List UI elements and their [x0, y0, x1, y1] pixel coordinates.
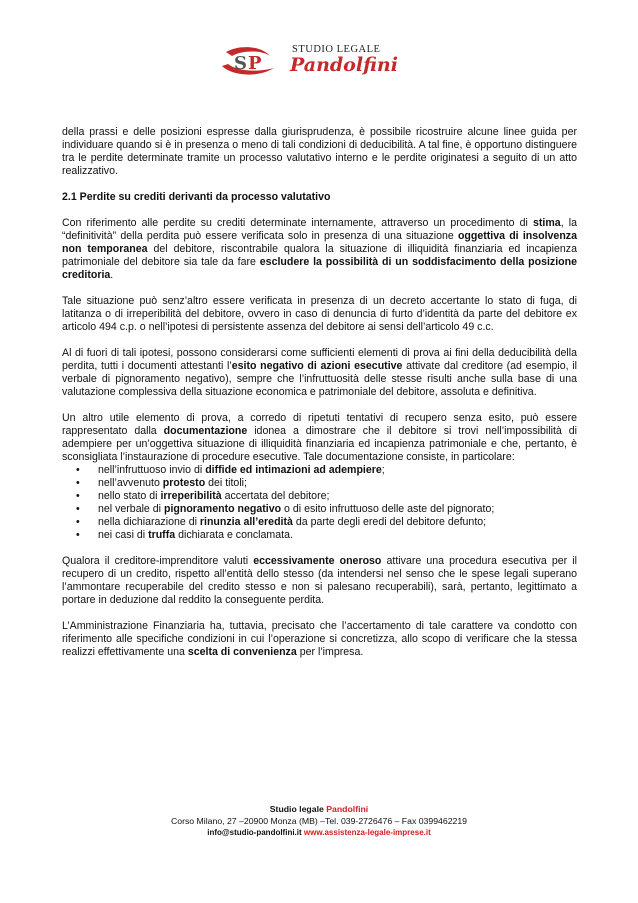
- bullet-icon: •: [76, 477, 80, 489]
- text-run: nello stato di: [98, 490, 161, 502]
- bold-run: truffa: [148, 529, 176, 541]
- bullet-icon: •: [76, 516, 80, 528]
- bold-run: pignoramento negativo: [163, 503, 282, 515]
- list-item: [76, 477, 577, 490]
- text-run: nell’infruttuoso invio di: [98, 464, 206, 476]
- firm-logo: [218, 42, 428, 82]
- text-run: nei casi di: [98, 529, 149, 541]
- bullet-icon: •: [76, 503, 80, 515]
- bold-run: protesto: [162, 477, 206, 489]
- bold-run: esito negativo di azioni esecutive: [231, 360, 403, 372]
- footer-email-link[interactable]: info@studio-pandolfini.it: [207, 828, 304, 837]
- text-run: idonea a dimostrare che il debitore si trovi nell’impossibilità di adempiere per un’oggettiva situazione di illiquidità finanziaria ed incapienza patrimoniale e che, pertanto, è sconsigliata l’instaurazione di procedure esecutive. Tale documentazione consiste, in particolare:: [62, 425, 577, 463]
- paragraph-amministrazione: [62, 620, 577, 659]
- paragraph-situazione: Tale situazione può senz’altro essere verificata in presenza di un decreto accertante lo stato di fuga, di latitanza o di irreperibilità del debitore, ovvero in caso di denuncia di furto d’identità da parte del debitore ex articolo 494 c.p. o nell’ipotesi di persistente assenza del debitore ai sensi dell’articolo 49 c.c.: [62, 295, 577, 333]
- text-run: dei titoli;: [205, 477, 247, 489]
- text-run: .: [110, 269, 114, 281]
- bold-run: stima: [533, 217, 561, 229]
- bold-run: irreperibilità: [160, 490, 222, 502]
- bullet-icon: •: [76, 490, 80, 502]
- text-run: nella dichiarazione di: [98, 516, 200, 528]
- text-run: Qualora il creditore-imprenditore valuti: [62, 555, 254, 567]
- document-body: [62, 126, 577, 672]
- text-run: attivate dal creditore (ad esempio, il verbale di pignoramento negativo), sempre che l’infruttuosità delle stesse risulti anche sulla base di una valutazione complessiva della situazione economica e patrimoniale del debitore, assoluta e definitiva.: [62, 360, 577, 398]
- bold-run: escludere la possibilità di un soddisfacimento della posizione creditoria: [62, 256, 577, 281]
- footer-address: Corso Milano, 27 –20900 Monza (MB) –Tel. 039-2726476 – Fax 0399462219: [170, 816, 468, 826]
- text-run: nel verbale di: [98, 503, 164, 515]
- logo-mark-icon: [218, 42, 290, 82]
- list-item: [76, 503, 577, 516]
- text-run: , la “definitività” della perdita può essere verificata solo in presenza di una situazione: [62, 217, 577, 242]
- text-run: o di esito infruttuoso delle aste del pignorato;: [281, 503, 495, 515]
- list-item: [76, 529, 577, 542]
- bold-run: eccessivamente oneroso: [253, 555, 382, 567]
- bullet-icon: •: [76, 464, 80, 476]
- text-run: Un altro utile elemento di prova, a corredo di ripetuti tentativi di recupero senza esito, può essere rappresentato dalla: [62, 412, 577, 437]
- text-run: dichiarata e conclamata.: [175, 529, 293, 541]
- bold-run: scelta di convenienza: [187, 646, 297, 658]
- paragraph-ipotesi: [62, 347, 577, 399]
- bold-run: oggettiva di insolvenza non temporanea: [62, 230, 577, 255]
- bold-run: rinunzia all’eredità: [199, 516, 293, 528]
- bullet-icon: •: [76, 529, 80, 541]
- list-item: [76, 490, 577, 503]
- svg-text:P: P: [248, 53, 262, 74]
- list-item: [76, 464, 577, 477]
- paragraph-documentazione: [62, 412, 577, 464]
- text-run: da parte degli eredi del debitore defunto;: [292, 516, 487, 528]
- text-run: Con riferimento alle perdite su crediti determinate internamente, attraverso un procedimento di: [62, 217, 534, 229]
- text-run: per l’impresa.: [296, 646, 364, 658]
- text-run: nell’avvenuto: [98, 477, 163, 489]
- text-run: ;: [381, 464, 385, 476]
- text-run: del debitore, riscontrabile qualora la situazione di illiquidità finanziaria ed incapienza patrimoniale del debitore sia tale da fare: [62, 243, 577, 268]
- page-footer: [0, 803, 638, 839]
- text-run: attivare una procedura esecutiva per il recupero di un credito, rispetto all’entità dello stesso (da intendersi nel senso che le spese legali superano l’ammontare recuperabile del credito stesso e non si palesano recuperabili), sarà, pertanto, legittimato a portare in deduzione dal reddito la conseguente perdita.: [62, 555, 577, 606]
- list-item: [76, 516, 577, 529]
- footer-contacts: [0, 827, 638, 839]
- bold-run: documentazione: [163, 425, 248, 437]
- text-run: accertata del debitore;: [221, 490, 330, 502]
- bullet-list: [62, 464, 577, 542]
- footer-firm-name: [0, 803, 638, 815]
- footer-firm-accent: Pandolfini: [326, 804, 369, 814]
- paragraph-valutativo: [62, 217, 577, 282]
- text-run: L’Amministrazione Finanziaria ha, tuttavia, precisato che l’accertamento di tale carattere va condotto con riferimento alle specifiche condizioni in cui l’operazione si concretizza, allo scopo di verificare che la stessa realizzi effettivamente una: [62, 620, 577, 658]
- logo-brand-line1: STUDIO LEGALE: [292, 44, 381, 55]
- logo-brand-line2: Pandolfini: [290, 54, 398, 76]
- text-run: Al di fuori di tali ipotesi, possono considerarsi come sufficienti elementi di prova ai fini della deducibilità della perdita, tutti i documenti attestanti l’: [62, 347, 577, 372]
- footer-website-link[interactable]: www.assistenza-legale-imprese.it: [303, 828, 431, 837]
- svg-text:S: S: [234, 53, 247, 74]
- paragraph-oneroso: [62, 555, 577, 607]
- section-heading: 2.1 Perdite su crediti derivanti da processo valutativo: [62, 191, 331, 203]
- footer-firm-label: Studio legale: [269, 804, 327, 814]
- paragraph-intro: della prassi e delle posizioni espresse dalla giurisprudenza, è possibile ricostruire alcune linee guida per individuare quando si è in presenza o meno di tali condizioni di deducibilità. A tal fine, è opportuno distinguere tra le perdite determinate tramite un processo valutativo interno e le perdite originatesi a seguito di un atto realizzativo.: [62, 126, 577, 177]
- bold-run: diffide ed intimazioni ad adempiere: [205, 464, 382, 476]
